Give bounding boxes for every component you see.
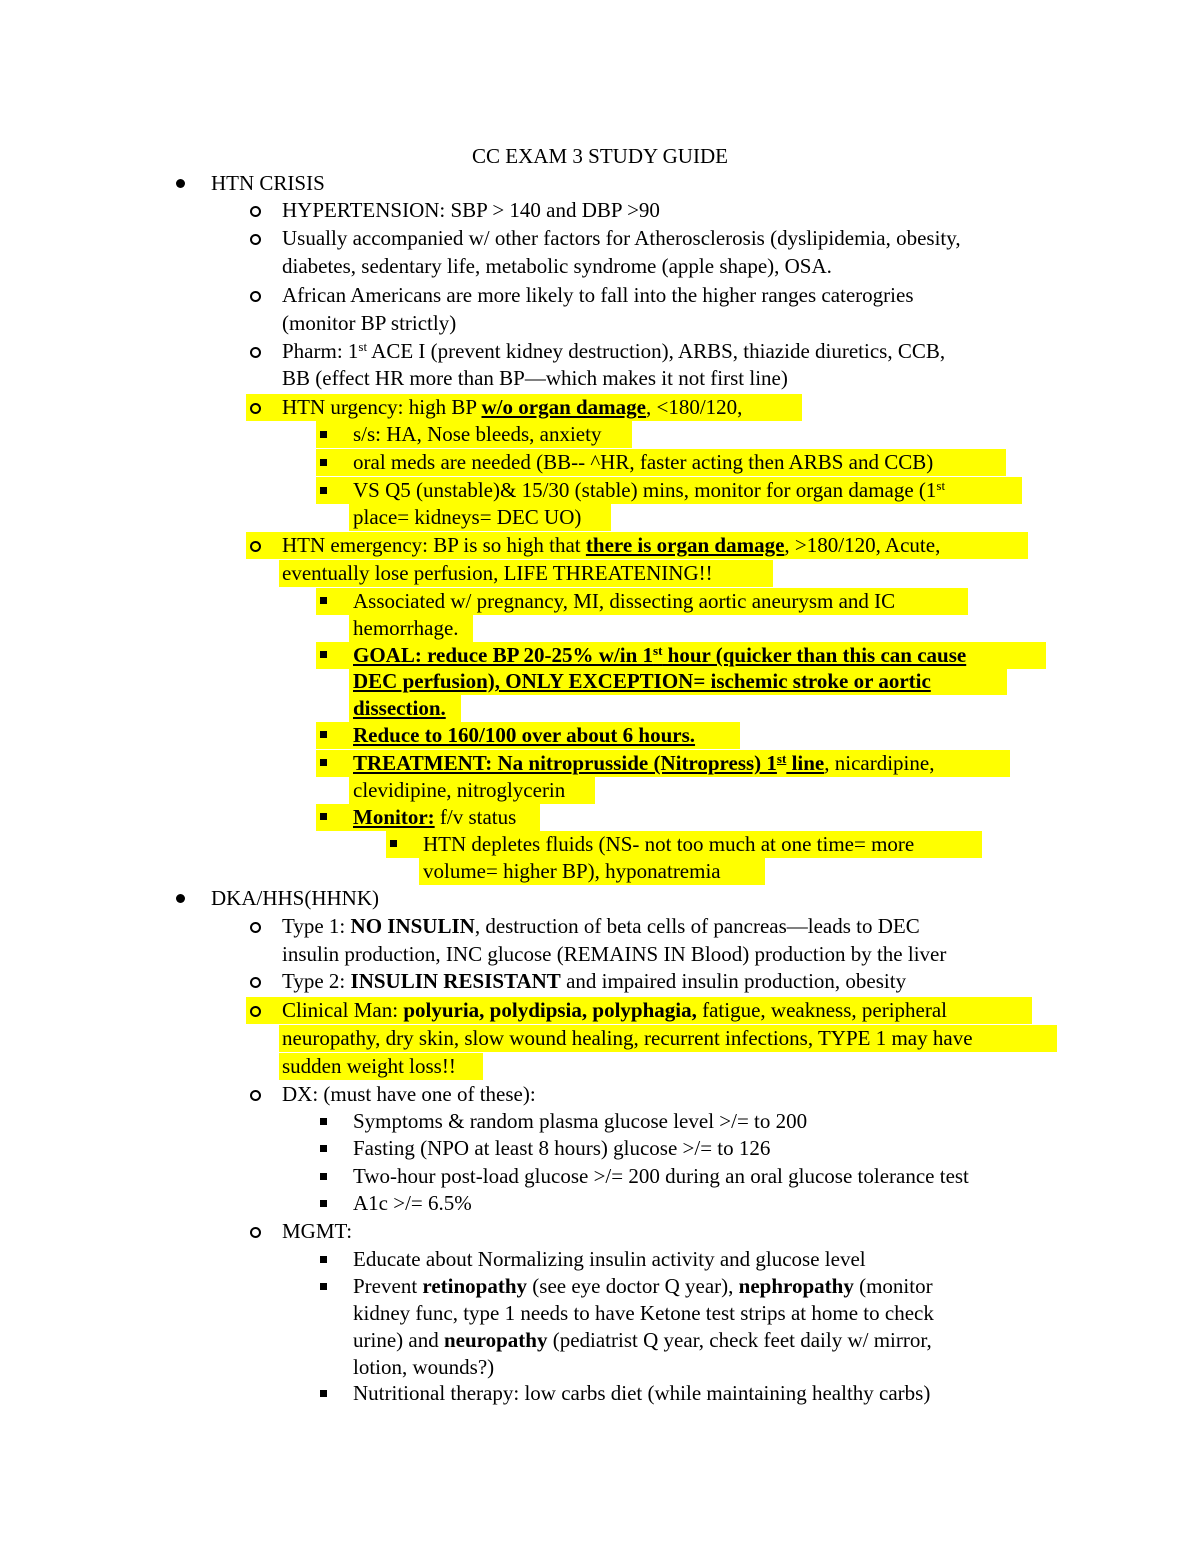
bullet-circle [250, 541, 261, 552]
bullet-square [320, 597, 327, 604]
sub-item-monitor: Monitor: f/v status [353, 805, 517, 829]
sub-item-goal: GOAL: reduce BP 20-25% w/in 1st hour (quicker than this can cause [353, 643, 967, 667]
list-item-cont: sudden weight loss!! [282, 1054, 456, 1078]
sub-item: s/s: HA, Nose bleeds, anxiety [353, 422, 602, 446]
list-item-clinical: Clinical Man: polyuria, polydipsia, polyphagia, fatigue, weakness, peripheral [282, 998, 948, 1022]
list-item-cont: diabetes, sedentary life, metabolic syndrome (apple shape), OSA. [282, 254, 832, 278]
sub-item-cont: kidney func, type 1 needs to have Ketone test strips at home to check [353, 1301, 934, 1325]
list-item: Type 2: INSULIN RESISTANT and impaired insulin production, obesity [282, 969, 907, 993]
list-item: DX: (must have one of these): [282, 1082, 536, 1106]
list-item: Pharm: 1st ACE I (prevent kidney destruction), ARBS, thiazide diuretics, CCB, [282, 339, 946, 363]
sub-item: Prevent retinopathy (see eye doctor Q year), nephropathy (monitor [353, 1274, 933, 1298]
list-item-cont: BB (effect HR more than BP—which makes it not first line) [282, 366, 788, 390]
bullet-square [320, 1200, 327, 1207]
sub-item-cont: DEC perfusion), ONLY EXCEPTION= ischemic stroke or aortic [353, 669, 931, 693]
list-item: African Americans are more likely to fall into the higher ranges caterogries [282, 283, 914, 307]
bullet-square [320, 651, 327, 658]
sub-item-cont: place= kidneys= DEC UO) [353, 505, 582, 529]
sub-item: Associated w/ pregnancy, MI, dissecting aortic aneurysm and IC [353, 589, 896, 613]
bullet-circle [250, 234, 261, 245]
sub-item-cont: dissection. [353, 696, 446, 720]
sub-item-cont: lotion, wounds?) [353, 1355, 495, 1379]
bullet-circle [250, 1227, 261, 1238]
section-heading-dka: DKA/HHS(HHNK) [211, 886, 379, 910]
bullet-circle [250, 347, 261, 358]
bullet-square [320, 731, 327, 738]
bullet-circle [250, 291, 261, 302]
sub-sub-item: HTN depletes fluids (NS- not too much at one time= more [423, 832, 915, 856]
section-heading-htn: HTN CRISIS [211, 171, 325, 195]
bullet-square [320, 1145, 327, 1152]
list-item-cont: eventually lose perfusion, LIFE THREATENING!! [282, 561, 713, 585]
bullet-square [320, 459, 327, 466]
list-item-urgency: HTN urgency: high BP w/o organ damage, <180/120, [282, 395, 743, 419]
bullet-circle [250, 922, 261, 933]
list-item: Usually accompanied w/ other factors for Atherosclerosis (dyslipidemia, obesity, [282, 226, 961, 250]
sub-item-reduce: Reduce to 160/100 over about 6 hours. [353, 723, 696, 747]
sub-item: oral meds are needed (BB-- ^HR, faster acting then ARBS and CCB) [353, 450, 934, 474]
bullet-square [390, 840, 397, 847]
sub-item-treatment: TREATMENT: Na nitroprusside (Nitropress) 1st line, nicardipine, [353, 751, 935, 775]
bullet-square [320, 759, 327, 766]
sub-item-cont: hemorrhage. [353, 616, 459, 640]
bullet-circle [250, 1006, 261, 1017]
bullet-square [320, 1283, 327, 1290]
list-item-emergency: HTN emergency: BP is so high that there is organ damage, >180/120, Acute, [282, 533, 941, 557]
bullet-circle [250, 1090, 261, 1101]
sub-item: Educate about Normalizing insulin activity and glucose level [353, 1247, 866, 1271]
bullet-circle [250, 977, 261, 988]
bullet-circle [250, 206, 261, 217]
sub-item-cont: urine) and neuropathy (pediatrist Q year, check feet daily w/ mirror, [353, 1328, 932, 1352]
bullet-square [320, 431, 327, 438]
bullet-square [320, 1390, 327, 1397]
sub-item: Nutritional therapy: low carbs diet (while maintaining healthy carbs) [353, 1381, 931, 1405]
sub-item: Symptoms & random plasma glucose level >/= to 200 [353, 1109, 808, 1133]
bullet-dot [176, 179, 185, 188]
sub-item: VS Q5 (unstable)& 15/30 (stable) mins, monitor for organ damage (1st [353, 478, 946, 502]
list-item: Type 1: NO INSULIN, destruction of beta cells of pancreas—leads to DEC [282, 914, 920, 938]
bullet-square [320, 487, 327, 494]
sub-item: A1c >/= 6.5% [353, 1191, 472, 1215]
bullet-square [320, 813, 327, 820]
sub-item: Fasting (NPO at least 8 hours) glucose >/= to 126 [353, 1136, 771, 1160]
bullet-square [320, 1173, 327, 1180]
sub-sub-item-cont: volume= higher BP), hyponatremia [423, 859, 721, 883]
sub-item-cont: clevidipine, nitroglycerin [353, 778, 566, 802]
sub-item: Two-hour post-load glucose >/= 200 during an oral glucose tolerance test [353, 1164, 969, 1188]
page-title: CC EXAM 3 STUDY GUIDE [472, 144, 728, 168]
bullet-square [320, 1256, 327, 1263]
bullet-dot [176, 894, 185, 903]
list-item: HYPERTENSION: SBP > 140 and DBP >90 [282, 198, 660, 222]
bullet-square [320, 1118, 327, 1125]
list-item-cont: neuropathy, dry skin, slow wound healing, recurrent infections, TYPE 1 may have [282, 1026, 973, 1050]
list-item: MGMT: [282, 1219, 353, 1243]
list-item-cont: insulin production, INC glucose (REMAINS IN Blood) production by the liver [282, 942, 947, 966]
list-item-cont: (monitor BP strictly) [282, 311, 457, 335]
bullet-circle [250, 403, 261, 414]
